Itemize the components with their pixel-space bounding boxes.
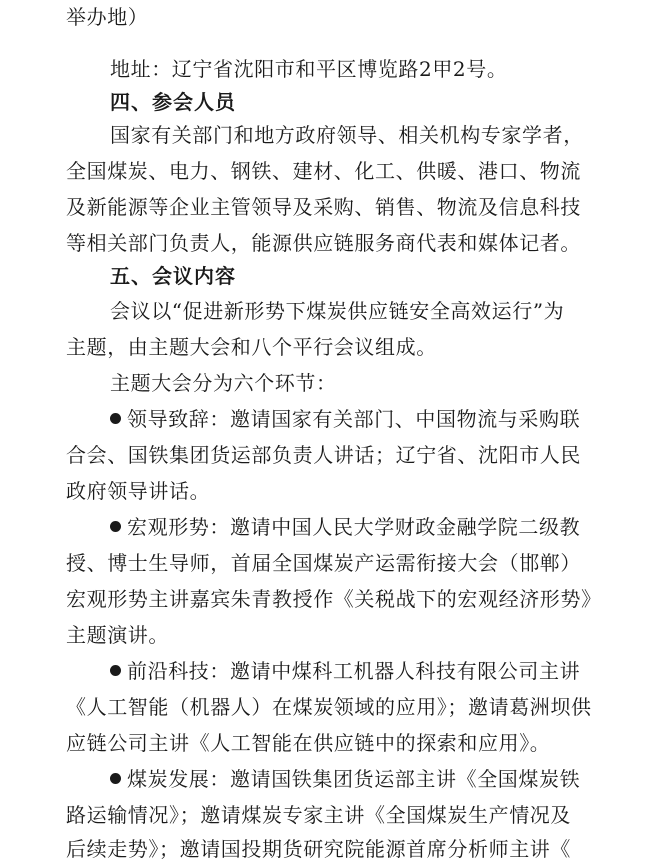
text-line: 路运输情况》；邀请煤炭专家主讲《全国煤炭生产情况及: [66, 803, 571, 827]
bullet-dot-icon: [110, 773, 121, 784]
bullet-dot-icon: [110, 521, 121, 532]
text-line: 宏观形势主讲嘉宾朱青教授作《关税战下的宏观经济形势》: [66, 587, 602, 611]
text-line: 等相关部门负责人，能源供应链服务商代表和媒体记者。: [66, 231, 581, 255]
section-heading-attendees: 四、参会人员: [110, 90, 236, 114]
text-line: 后续走势》；邀请国投期货研究院能源首席分析师主讲《: [66, 837, 571, 861]
bullet-item-leaders: [110, 406, 580, 432]
text-line: 及新能源等企业主管领导及采购、销售、物流及信息科技: [66, 195, 581, 219]
text-line: 国家有关部门和地方政府领导、相关机构专家学者，: [110, 123, 584, 147]
text-line: 主题演讲。: [66, 623, 169, 647]
text-line: 《人工智能（机器人）在煤炭领域的应用》；邀请葛洲坝供: [66, 695, 592, 719]
bullet-item-tech: [110, 658, 580, 684]
text-line: 合会、国铁集团货运部负责人讲话；辽宁省、沈阳市人民: [66, 443, 581, 467]
text-line: 政府领导讲话。: [66, 479, 211, 503]
section-heading-content: 五、会议内容: [110, 264, 236, 288]
text-line: 主题，由主题大会和八个平行会议组成。: [66, 335, 437, 359]
text-line: 全国煤炭、电力、钢铁、建材、化工、供暖、港口、物流: [66, 159, 581, 183]
text-line: 授、博士生导师，首届全国煤炭产运需衔接大会（邯郸）: [66, 551, 581, 575]
text-line: 应链公司主讲《人工智能在供应链中的探索和应用》。: [66, 731, 551, 755]
bullet-text: 前沿科技：邀请中煤科工机器人科技有限公司主讲: [127, 659, 581, 683]
bullet-text: 领导致辞：邀请国家有关部门、中国物流与采购联: [127, 407, 581, 431]
bullet-item-coal: [110, 766, 580, 792]
text-line: 会议以“促进新形势下煤炭供应链安全高效运行”为: [110, 299, 565, 323]
bullet-text: 煤炭发展：邀请国铁集团货运部主讲《全国煤炭铁: [127, 767, 581, 791]
bullet-text: 宏观形势：邀请中国人民大学财政金融学院二级教: [127, 515, 581, 539]
address-line: 地址：辽宁省沈阳市和平区博览路2甲2号。: [110, 57, 508, 81]
text-line: 主题大会分为六个环节：: [110, 371, 337, 395]
bullet-dot-icon: [110, 413, 121, 424]
bullet-dot-icon: [110, 665, 121, 676]
text-line: 举办地）: [66, 5, 149, 29]
bullet-item-macro: [110, 514, 580, 540]
